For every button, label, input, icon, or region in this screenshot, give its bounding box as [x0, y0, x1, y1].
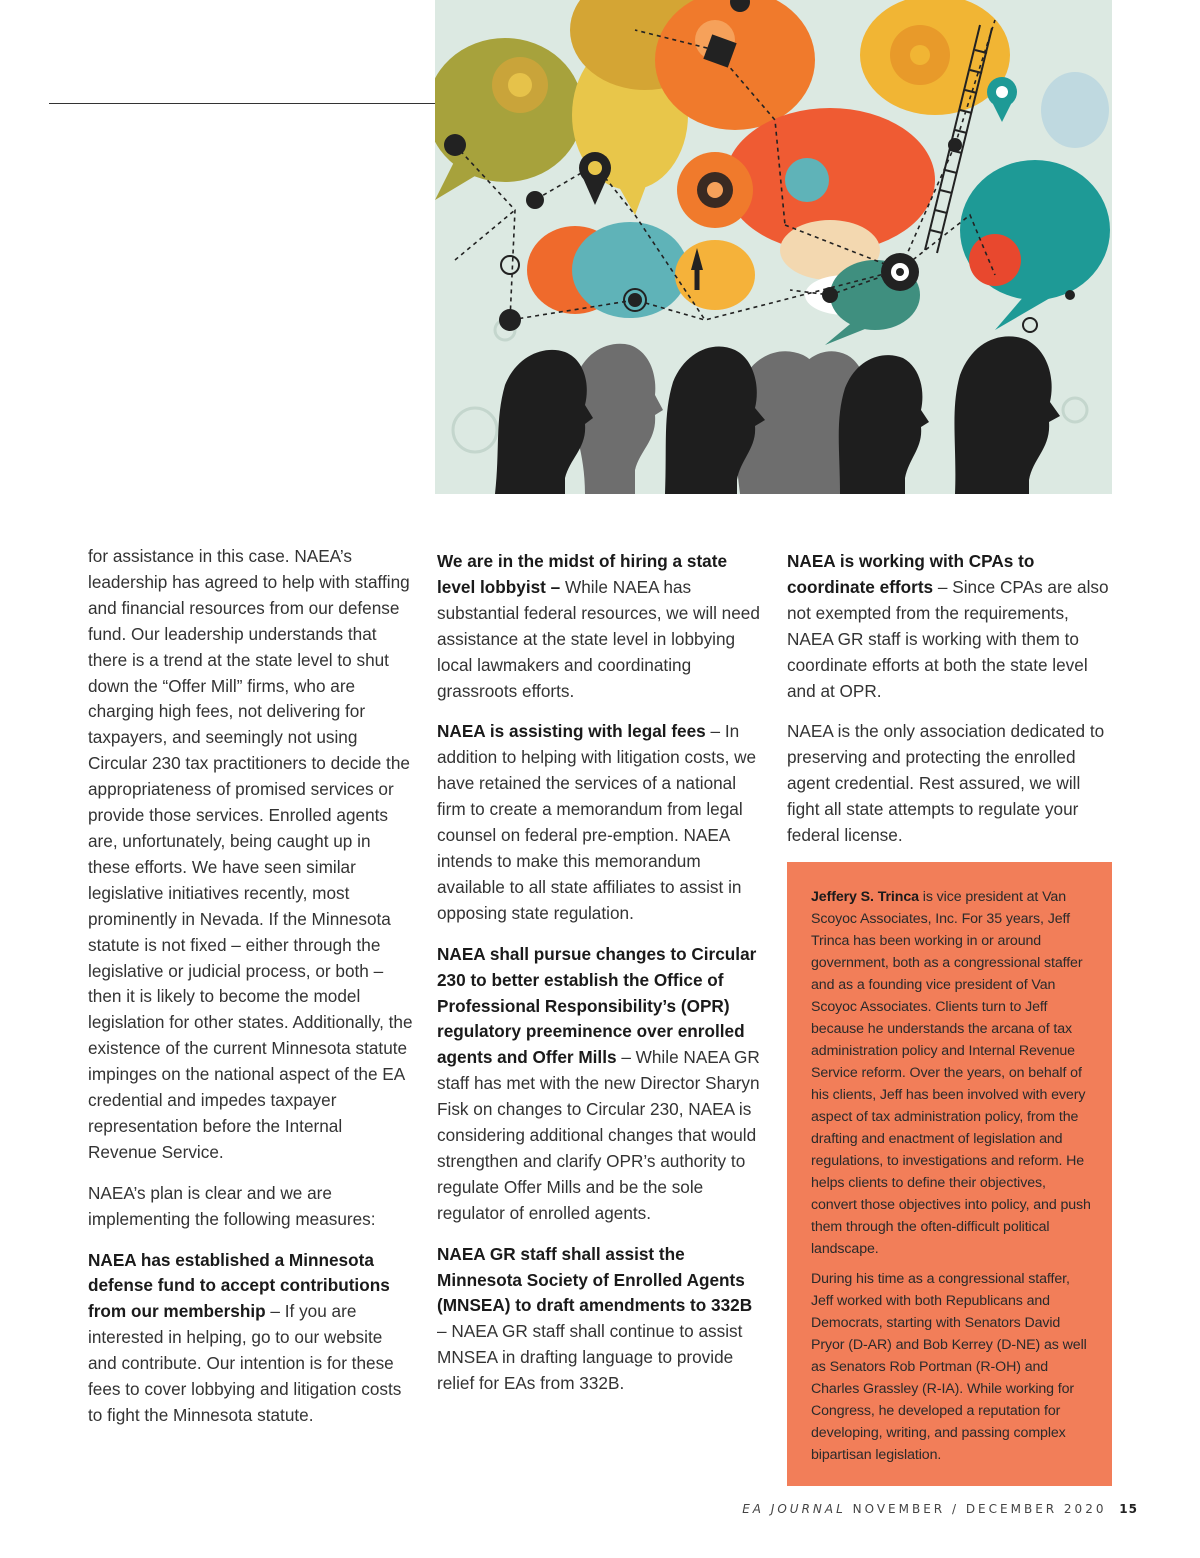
author-bio-sidebar	[787, 862, 1112, 1486]
col2-paragraph-2-body: – In addition to helping with litigation costs, we have retained the services of a national firm to create a memorandum from legal counsel on federal pre-emption. NAEA intends to make this memorandum available to all state affiliates to assist in opposing state regulation.	[437, 721, 757, 923]
bio-author-name: Jeffery S. Trinca	[811, 889, 919, 905]
col2-paragraph-4-heading: NAEA GR staff shall assist the Minnesota Society of Enrolled Agents (MNSEA) to draft amendments to 332B	[437, 1243, 753, 1316]
col3-paragraph-1-body: – Since CPAs are also not exempted from the requirements, NAEA GR staff is working with them to coordinate efforts at both the state level and at OPR.	[787, 576, 1109, 701]
page-number: 15	[1119, 1502, 1138, 1516]
bio-paragraph-1	[811, 886, 1094, 1260]
article-column-2	[437, 549, 762, 1412]
header-rule	[49, 103, 436, 104]
col2-paragraph-3-body: – While NAEA GR staff has met with the new Director Sharyn Fisk on changes to Circular 230, NAEA is considering additional changes that would strengthen and clarify OPR’s authority to regulate Offer Mills and be the sole regulator of enrolled agents.	[437, 1047, 760, 1223]
col2-paragraph-1-body: While NAEA has substantial federal resources, we will need assistance at the state level in lobbying local lawmakers and coordinating grassroots efforts.	[437, 576, 760, 701]
col2-paragraph-2	[437, 719, 762, 926]
col2-paragraph-3	[437, 942, 762, 1227]
article-column-3	[787, 549, 1115, 864]
col1-paragraph-3	[88, 1248, 413, 1429]
col3-paragraph-1	[787, 549, 1115, 704]
col2-paragraph-2-heading: NAEA is assisting with legal fees	[437, 721, 706, 742]
footer-issue: NOVEMBER / DECEMBER 2020	[852, 1502, 1107, 1516]
col3-paragraph-1-heading: NAEA is working with CPAs to coordinate efforts	[787, 551, 1035, 597]
page-footer	[742, 1502, 1138, 1516]
col1-paragraph-3-heading: NAEA has established a Minnesota defense fund to accept contributions from our membership	[88, 1249, 390, 1322]
col2-paragraph-4-body: – NAEA GR staff shall continue to assist MNSEA in drafting language to provide relief for EAs from 332B.	[437, 1321, 743, 1394]
footer-publication: EA JOURNAL	[742, 1502, 846, 1516]
col2-paragraph-4	[437, 1242, 762, 1397]
col1-paragraph-2: NAEA’s plan is clear and we are implementing the following measures:	[88, 1182, 376, 1229]
bio-paragraph-1-body: is vice president at Van Scoyoc Associates, Inc. For 35 years, Jeff Trinca has been working in or around government, both as a congressional staffer and as a founding vice president of Van Scoyoc Associates. Clients turn to Jeff because he understands the arcana of tax administration policy and Internal Revenue Service reform. Over the years, on behalf of his clients, Jeff has been involved with every aspect of tax administration policy, from the drafting and enactment of legislation and regulations, to investigations and reform. He helps clients to define their objectives, convert those objectives into policy, and push them through the often-difficult political landscape.	[811, 889, 1091, 1257]
col2-paragraph-1	[437, 549, 762, 704]
col2-paragraph-3-heading: NAEA shall pursue changes to Circular 230 to better establish the Office of Professional Responsibility’s (OPR) regulatory preeminence over enrolled agents and Offer Mills	[437, 943, 757, 1068]
bio-paragraph-2: During his time as a congressional staffer, Jeff worked with both Republicans and Democrats, starting with Senators David Pryor (D-AR) and Bob Kerrey (D-NE) as well as Senators Rob Portman (R-OH) and Charles Grassley (R-IA). While working for Congress, he developed a reputation for developing, writing, and passing complex bipartisan legislation.	[811, 1271, 1087, 1463]
col2-paragraph-1-heading: We are in the midst of hiring a state level lobbyist –	[437, 551, 728, 597]
col3-paragraph-2: NAEA is the only association dedicated to preserving and protecting the enrolled agent credential. Rest assured, we will fight all state attempts to regulate your federal license.	[787, 721, 1105, 846]
header-illustration	[435, 0, 1112, 494]
col1-paragraph-1: for assistance in this case. NAEA’s leadership has agreed to help with staffing and financial resources from our defense fund. Our leadership understands that there is a trend at the state level to shut down the “Offer Mill” firms, who are charging high fees, not delivering for taxpayers, and seemingly not using Circular 230 tax practitioners to decide the appropriateness of promised services or provide those services. Enrolled agents are, unfortunately, being caught up in these efforts. We have seen similar legislative initiatives recently, most prominently in Nevada. If the Minnesota statute is not fixed – either through the legislative or judicial process, or both – then it is likely to become the model legislation for other states. Additionally, the existence of the current Minnesota statute impinges on the national aspect of the EA credential and impedes taxpayer representation before the Internal Revenue Service.	[88, 546, 413, 1162]
col1-paragraph-3-body: – If you are interested in helping, go to our website and contribute. Our intention is for these fees to cover lobbying and litigation costs to fight the Minnesota statute.	[88, 1301, 402, 1425]
article-column-1	[88, 544, 413, 1444]
